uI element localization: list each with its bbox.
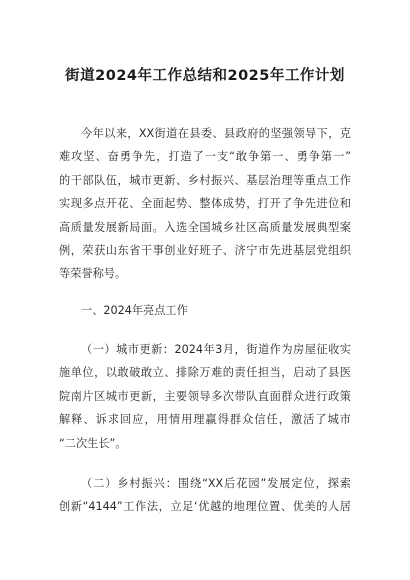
paragraph-line: 高质量发展新局面。入选全国城乡社区高质量发展典型案 — [59, 220, 351, 234]
section-heading: 一、2024年亮点工作 — [81, 304, 188, 317]
item2-paragraph — [59, 472, 351, 519]
paragraph-line: （一）城市更新：2024年3月，街道作为房屋征收实 — [81, 343, 351, 356]
paragraph-line: 实现多点开花、全面起势、整体成势，打开了争先进位和 — [59, 197, 351, 211]
paragraph-line: 的干部队伍，城市更新、乡村振兴、基层治理等重点工作 — [59, 173, 351, 187]
paragraph-line: （二）乡村振兴：围绕“XX后花园”发展定位，探索 — [81, 477, 351, 490]
paragraph-line: 创新“4144”工作法，立足‘优越的地理位置、优美的人居 — [59, 500, 351, 514]
paragraph-line: 今年以来，XX街道在县委、县政府的坚强领导下，克 — [81, 127, 351, 140]
paragraph-line: 例，荣获山东省干事创业好班子、济宁市先进基层党组织 — [59, 244, 351, 258]
paragraph-line: 施单位，以敢破敢立、排除万难的责任担当，启动了县医 — [59, 366, 351, 380]
paragraph-line: 解释、诉求回应，用情用理赢得群众信任，激活了城市 — [59, 413, 351, 427]
paragraph-line: “二次生长”。 — [59, 436, 127, 450]
intro-paragraph — [59, 122, 351, 286]
paragraph-line: 院南片区城市更新，主要领导多次带队直面群众进行政策 — [59, 389, 351, 403]
paragraph-line: 等荣誉称号。 — [59, 267, 127, 281]
item1-paragraph — [59, 338, 351, 455]
document-title: 街道2024年工作总结和2025年工作计划 — [65, 68, 345, 84]
paragraph-line: 难攻坚、奋勇争先，打造了一支“敢争第一、勇争第一” — [59, 150, 351, 164]
